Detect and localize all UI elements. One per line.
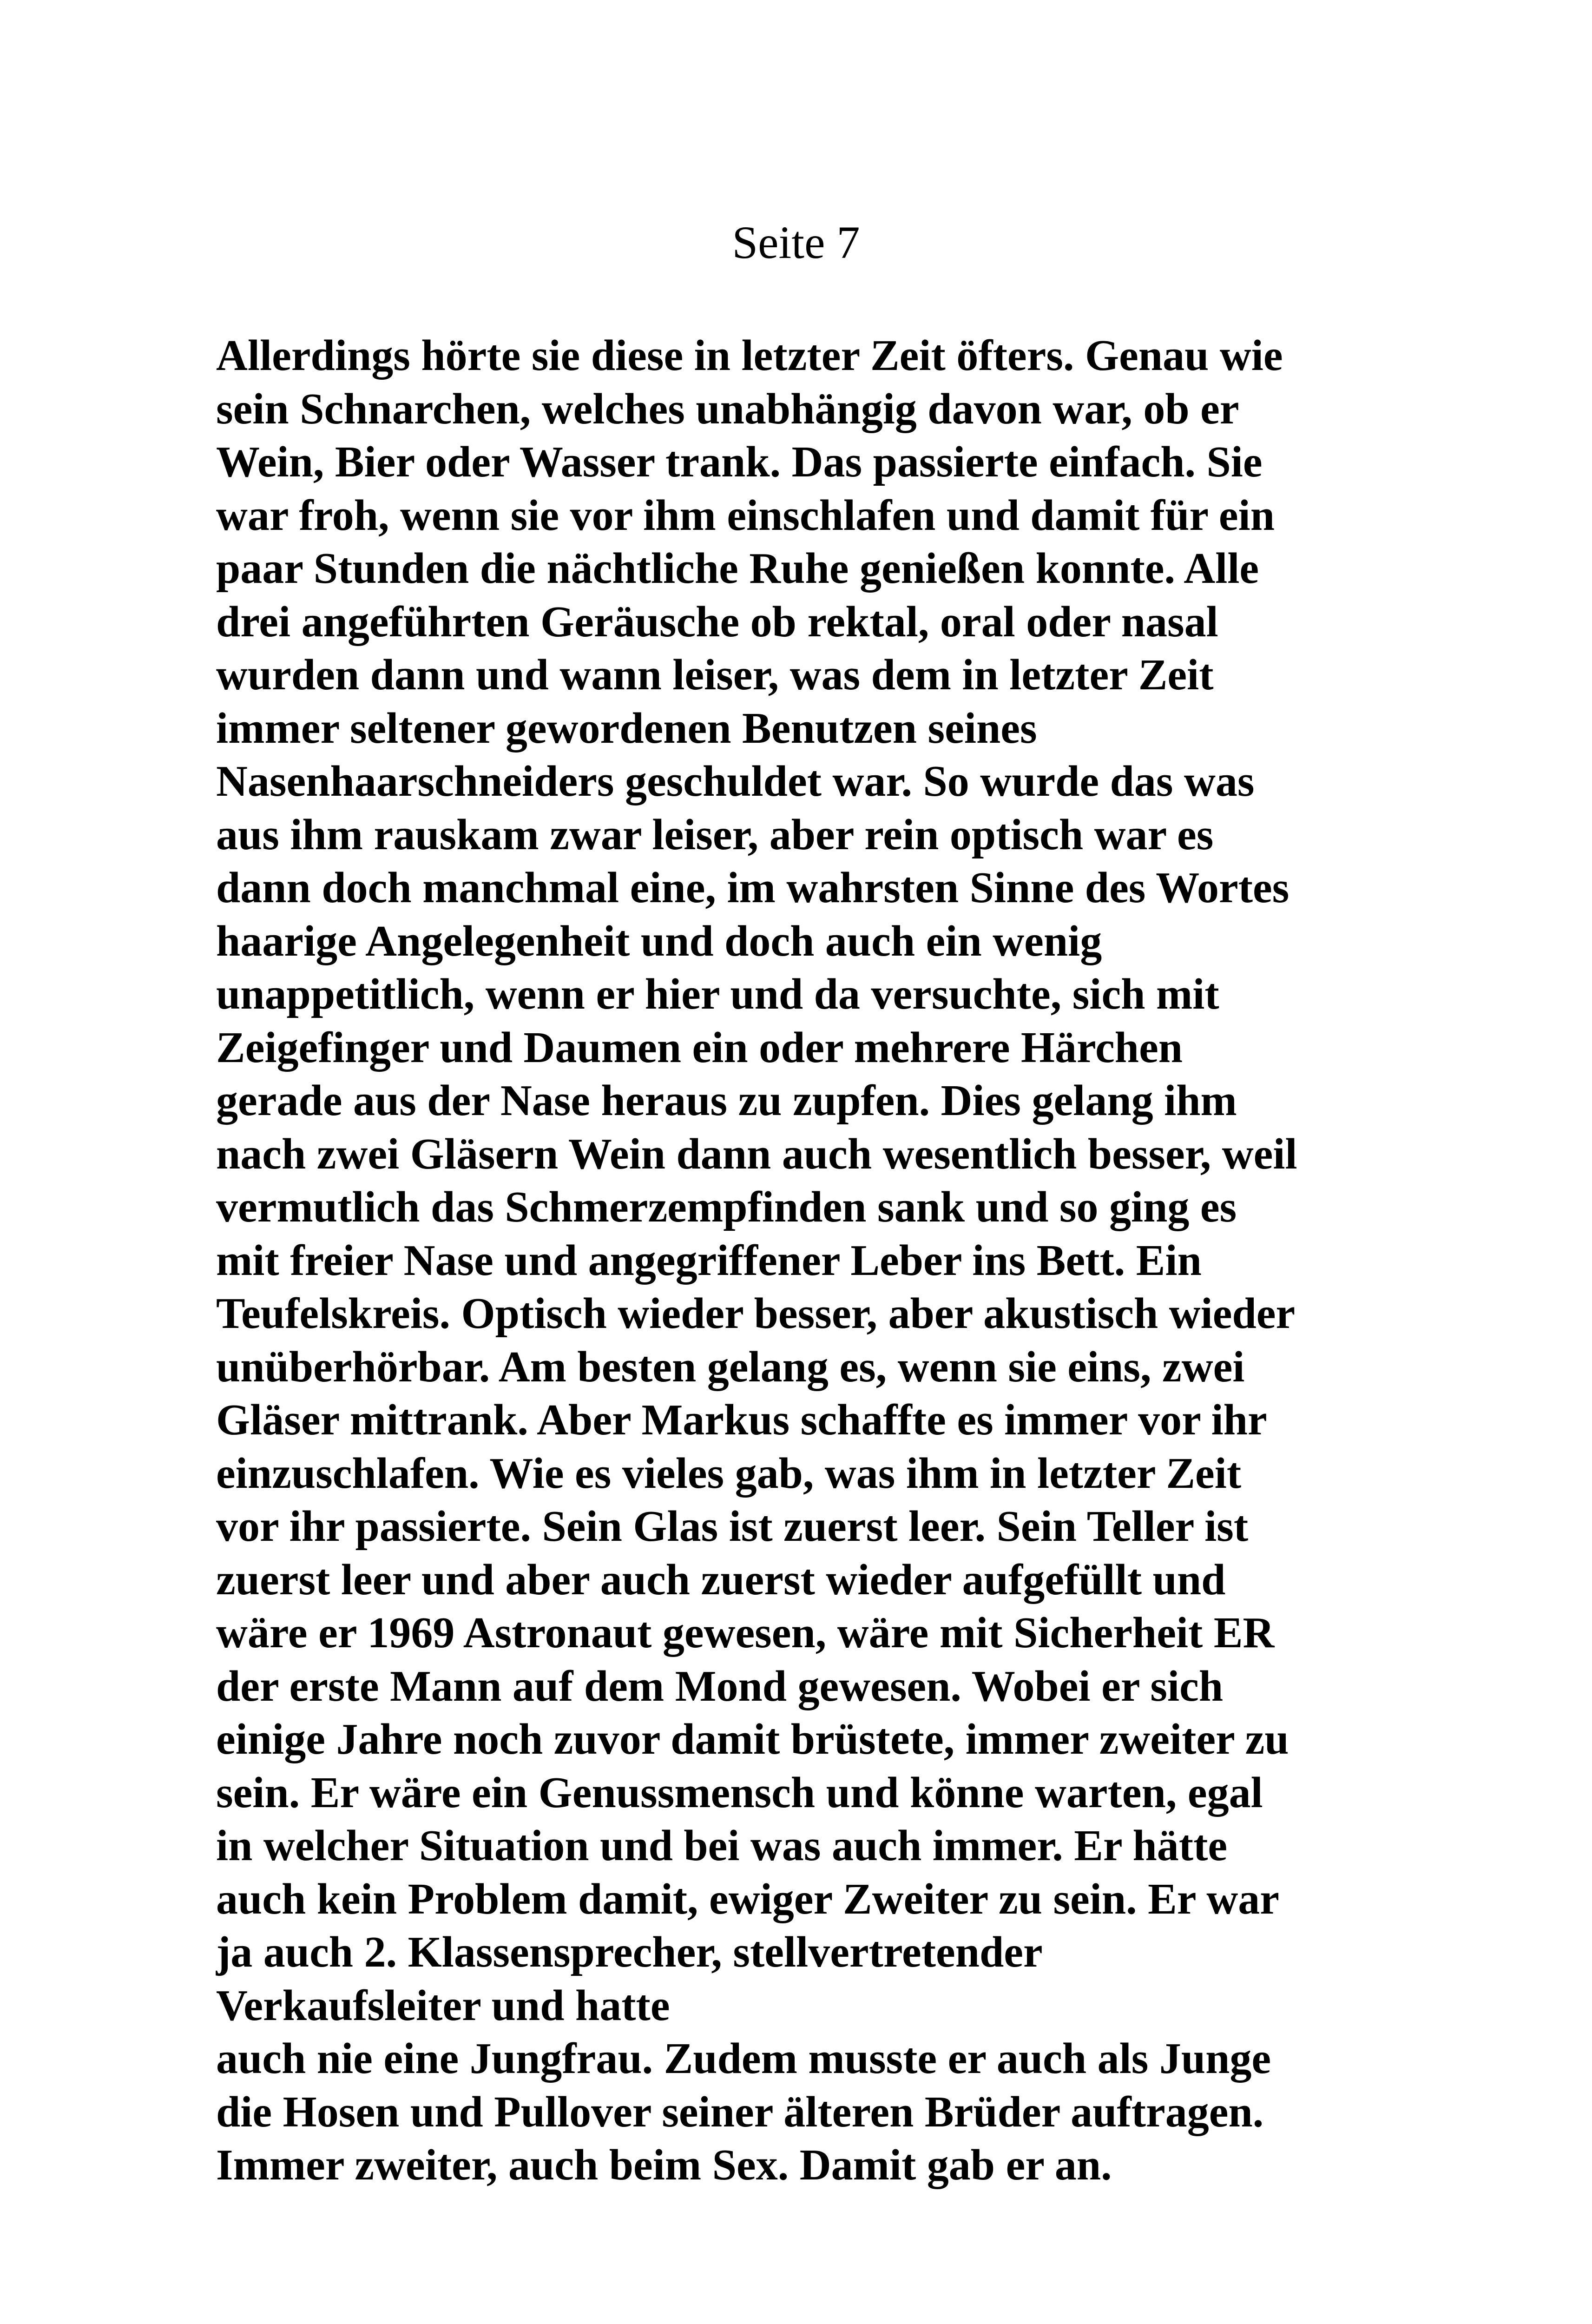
text-line: in welcher Situation und bei was auch immer. Er hätte (216, 1822, 1228, 1870)
text-line: der erste Mann auf dem Mond gewesen. Wobei er sich (216, 1662, 1224, 1710)
text-line: wurden dann und wann leiser, was dem in letzter Zeit (216, 651, 1214, 699)
text-line: vermutlich das Schmerzempfinden sank und so ging es (216, 1183, 1237, 1231)
text-line: immer seltener gewordenen Benutzen seines (216, 704, 1037, 753)
text-line: Gläser mittrank. Aber Markus schaffte es immer vor ihr (216, 1396, 1267, 1444)
text-line: Immer zweiter, auch beim Sex. Damit gab er an. (216, 2141, 1112, 2189)
text-line: ja auch 2. Klassensprecher, stellvertretender (216, 1928, 1043, 1976)
text-line: sein. Er wäre ein Genussmensch und könne warten, egal (216, 1768, 1263, 1817)
text-line: auch kein Problem damit, ewiger Zweiter zu sein. Er war (216, 1875, 1279, 1923)
text-line: Allerdings hörte sie diese in letzter Zeit öfters. Genau wie (216, 331, 1283, 380)
text-line: unüberhörbar. Am besten gelang es, wenn sie eins, zwei (216, 1342, 1245, 1391)
text-line: unappetitlich, wenn er hier und da versuchte, sich mit (216, 970, 1219, 1018)
text-line: Zeigefinger und Daumen ein oder mehrere Härchen (216, 1023, 1183, 1072)
text-line: sein Schnarchen, welches unabhängig davon war, ob er (216, 384, 1239, 433)
text-line: war froh, wenn sie vor ihm einschlafen und damit für ein (216, 491, 1275, 540)
text-line: mit freier Nase und angegriffener Leber ins Bett. Ein (216, 1236, 1202, 1285)
text-line: wäre er 1969 Astronaut gewesen, wäre mit Sicherheit ER (216, 1609, 1275, 1657)
text-line: zuerst leer und aber auch zuerst wieder aufgefüllt und (216, 1555, 1226, 1604)
page-title: Seite 7 (732, 217, 860, 268)
text-line: paar Stunden die nächtliche Ruhe genießen konnte. Alle (216, 544, 1259, 593)
text-line: Wein, Bier oder Wasser trank. Das passierte einfach. Sie (216, 438, 1263, 486)
text-line: nach zwei Gläsern Wein dann auch wesentlich besser, weil (216, 1129, 1297, 1178)
text-line: dann doch manchmal eine, im wahrsten Sinne des Wortes (216, 864, 1289, 912)
text-line: einige Jahre noch zuvor damit brüstete, immer zweiter zu (216, 1715, 1289, 1763)
text-line: einzuschlafen. Wie es vieles gab, was ihm in letzter Zeit (216, 1449, 1242, 1498)
text-line: haarige Angelegenheit und doch auch ein wenig (216, 917, 1102, 965)
text-line: die Hosen und Pullover seiner älteren Brüder auftragen. (216, 2087, 1264, 2136)
text-line: Verkaufsleiter und hatte (216, 1981, 670, 2030)
text-line: aus ihm rauskam zwar leiser, aber rein optisch war es (216, 810, 1214, 859)
text-line: drei angeführten Geräusche ob rektal, oral oder nasal (216, 597, 1218, 646)
body-text (216, 329, 1387, 2192)
text-line: Teufelskreis. Optisch wieder besser, aber akustisch wieder (216, 1289, 1296, 1338)
text-line: gerade aus der Nase heraus zu zupfen. Dies gelang ihm (216, 1076, 1237, 1125)
text-line: vor ihr passierte. Sein Glas ist zuerst leer. Sein Teller ist (216, 1502, 1249, 1551)
text-line: auch nie eine Jungfrau. Zudem musste er auch als Junge (216, 2034, 1271, 2083)
text-line: Nasenhaarschneiders geschuldet war. So wurde das was (216, 757, 1255, 805)
